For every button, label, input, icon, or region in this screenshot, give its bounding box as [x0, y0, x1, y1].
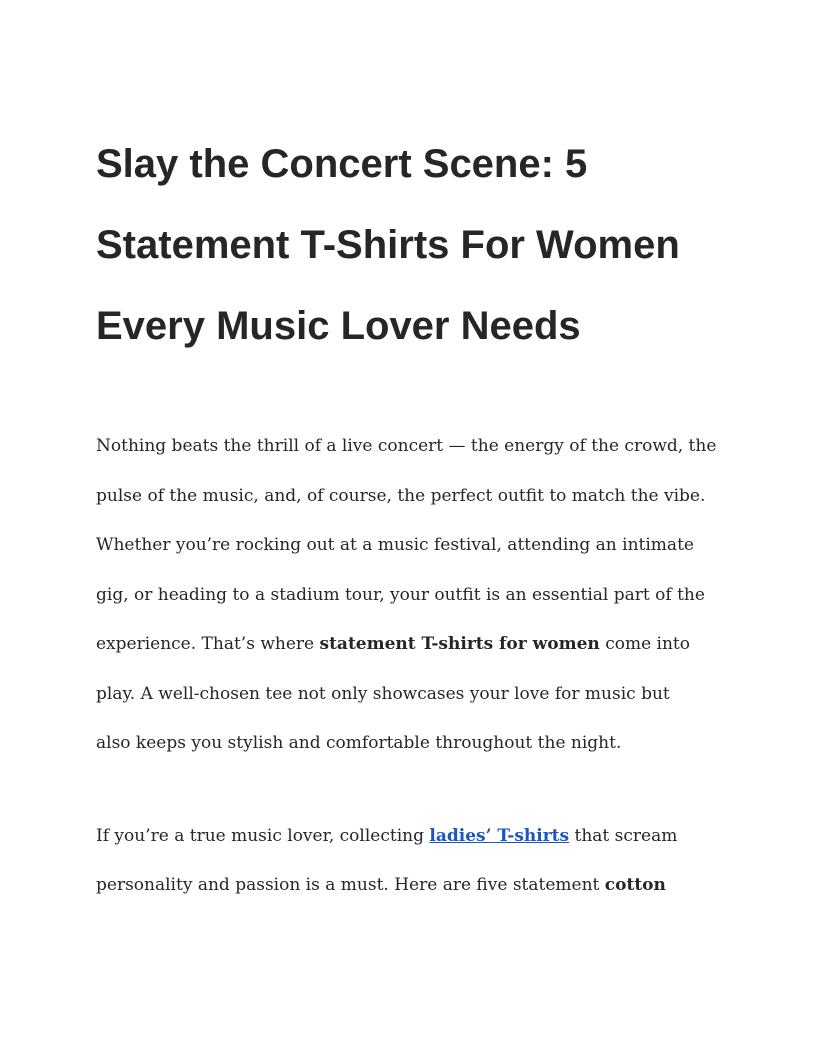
title-line-3: Every Music Lover Needs — [96, 304, 581, 348]
paragraph-line — [96, 620, 736, 670]
paragraph-line — [96, 861, 736, 911]
bold-phrase: statement T-shirts for women — [319, 634, 600, 654]
text-run: that scream — [569, 825, 678, 846]
text-run: If you’re a true music lover, collecting — [96, 825, 430, 846]
title-line-2: Statement T-Shirts For Women — [96, 223, 680, 267]
paragraph-line: Nothing beats the thrill of a live concert — the energy of the crowd, the — [96, 436, 717, 456]
second-paragraph — [96, 812, 736, 911]
paragraph-line: Whether you’re rocking out at a music festival, attending an intimate — [96, 535, 694, 555]
paragraph-line: also keeps you stylish and comfortable throughout the night. — [96, 733, 622, 753]
text-run: personality and passion is a must. Here are five statement — [96, 875, 605, 895]
intro-paragraph — [96, 422, 736, 769]
paragraph-line: gig, or heading to a stadium tour, your outfit is an essential part of the — [96, 584, 705, 605]
paragraph-line: pulse of the music, and, of course, the perfect outfit to match the vibe. — [96, 485, 706, 506]
article-title — [96, 124, 736, 367]
document-page — [96, 124, 736, 911]
paragraph-line: play. A well-chosen tee not only showcases your love for music but — [96, 683, 670, 704]
ladies-tshirts-link[interactable]: ladies’ T-shirts — [429, 825, 570, 846]
text-run: come into — [599, 634, 690, 654]
bold-phrase: cotton — [604, 875, 666, 895]
paragraph-line — [96, 812, 736, 862]
text-run: experience. That’s where — [96, 634, 320, 654]
title-line-1: Slay the Concert Scene: 5 — [96, 142, 588, 186]
